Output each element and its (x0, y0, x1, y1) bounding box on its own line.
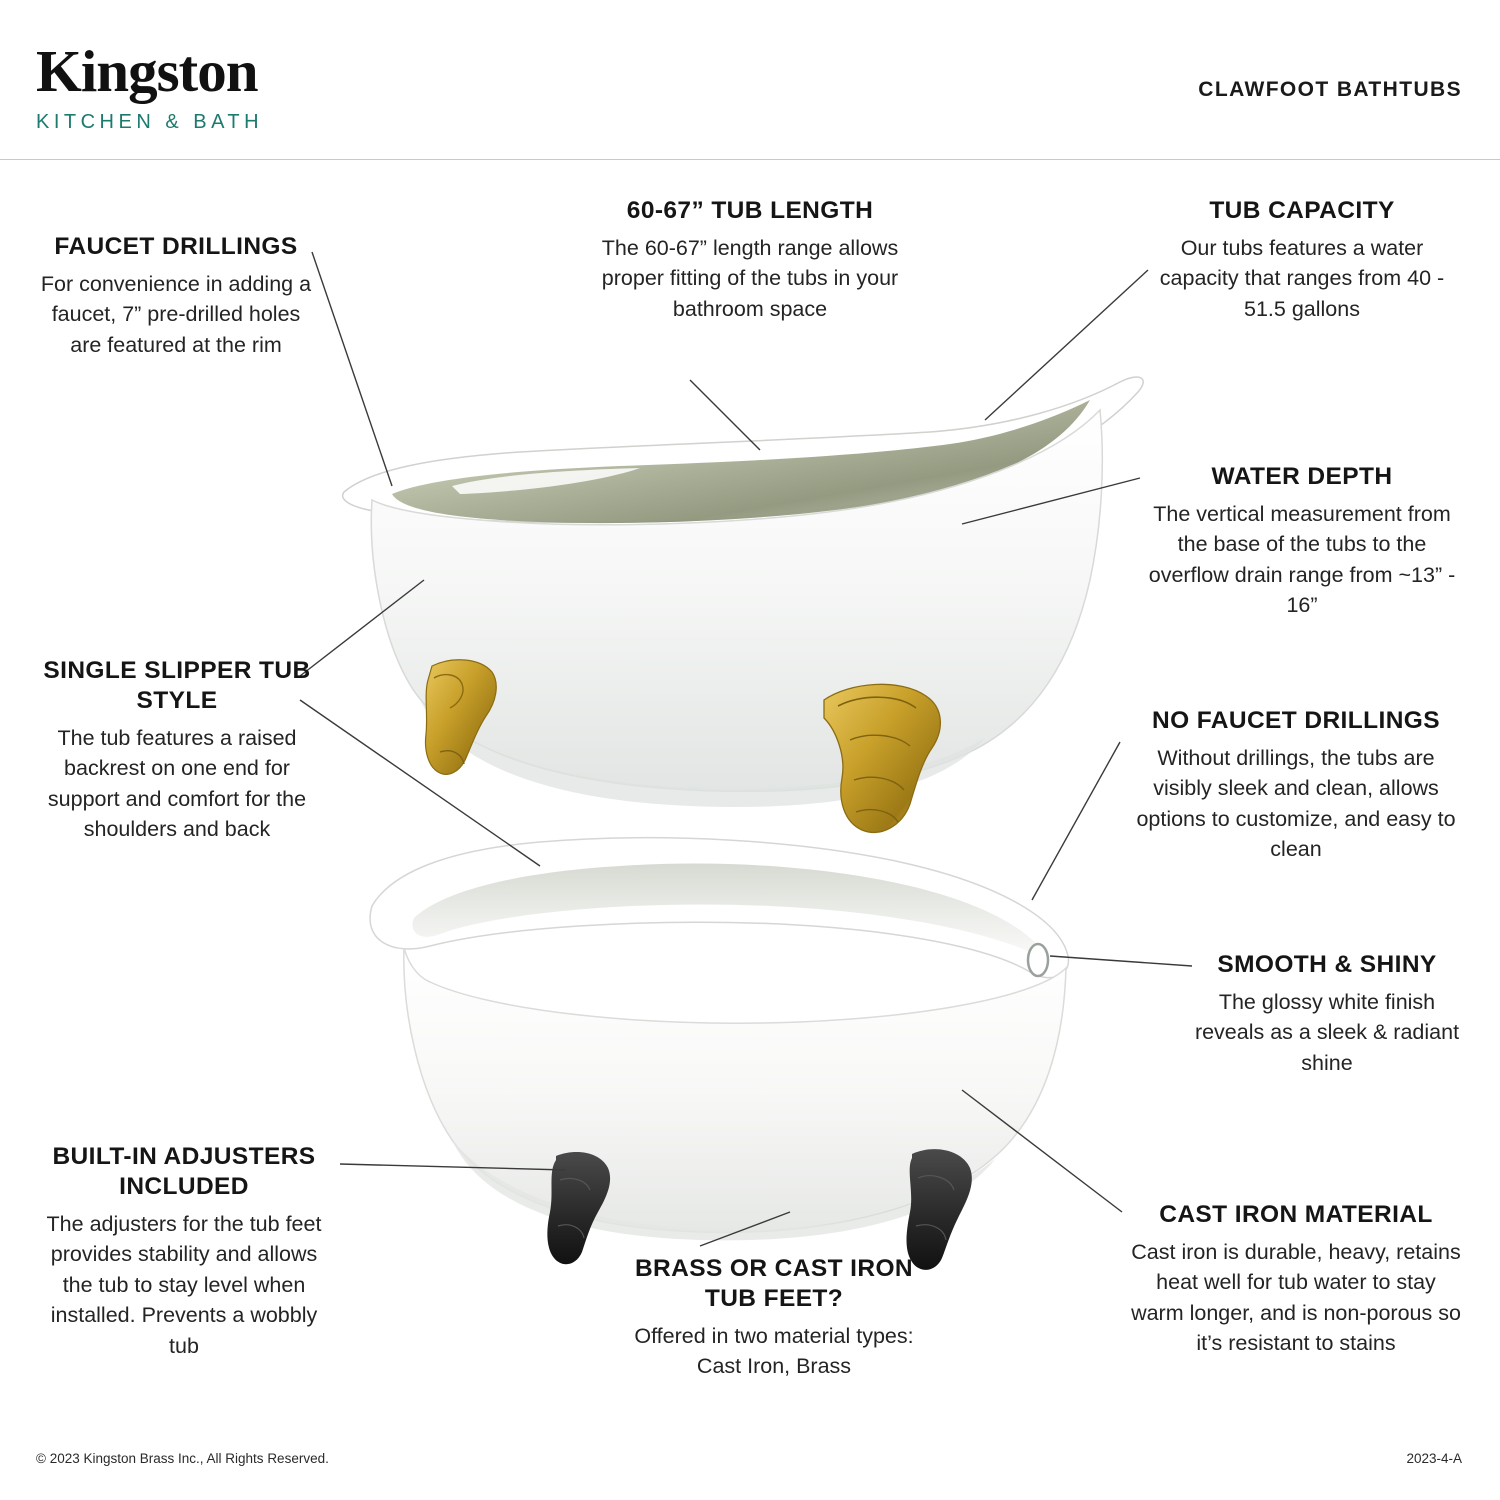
callout-built-in-adjusters (34, 1142, 334, 1361)
slipper-tub-brass-feet (343, 377, 1144, 832)
callout-body: The glossy white finish reveals as a sleek & radiant shine (1194, 989, 1460, 1075)
callout-title: WATER DEPTH (1211, 463, 1393, 490)
header-category-label: CLAWFOOT BATHTUBS (1198, 78, 1462, 101)
callout-title: CAST IRON MATERIAL (1159, 1201, 1433, 1228)
callout-body: Offered in two material types: Cast Iron, Brass (634, 1323, 914, 1379)
callout-body: Our tubs features a water capacity that ranges from 40 - 51.5 gallons (1159, 235, 1445, 321)
iron-foot-right (907, 1149, 972, 1270)
callout-no-faucet-drillings (1128, 706, 1464, 865)
slipper-tub-iron-feet (370, 838, 1068, 1270)
callout-tub-length (592, 196, 908, 324)
callout-tub-capacity (1140, 196, 1464, 324)
callout-water-depth (1140, 462, 1464, 621)
callout-smooth-shiny (1190, 950, 1464, 1078)
callout-tub-feet (624, 1254, 924, 1382)
overflow-drain-hole (1028, 944, 1048, 976)
callout-title: BRASS OR CAST IRON TUB FEET? (634, 1255, 914, 1312)
callout-body: The 60-67” length range allows proper fitting of the tubs in your bathroom space (601, 235, 899, 321)
callout-title: SINGLE SLIPPER TUB STYLE (43, 657, 311, 714)
callout-faucet-drillings (36, 232, 316, 360)
callout-title: SMOOTH & SHINY (1217, 951, 1437, 978)
footer-copyright: © 2023 Kingston Brass Inc., All Rights Reserved. (36, 1451, 329, 1466)
callout-body: Cast iron is durable, heavy, retains heat well for tub water to stay warm longer, and is non-porous so it’s resistant to stains (1131, 1239, 1461, 1356)
callout-title: NO FAUCET DRILLINGS (1152, 707, 1440, 734)
callout-title: BUILT-IN ADJUSTERS INCLUDED (52, 1143, 316, 1200)
brand-tagline: KITCHEN & BATH (36, 111, 264, 133)
callout-single-slipper (34, 656, 320, 845)
callout-title: FAUCET DRILLINGS (54, 233, 298, 260)
callout-body: The adjusters for the tub feet provides stability and allows the tub to stay level when installed. Prevents a wobbly tub (46, 1211, 322, 1358)
callout-title: TUB CAPACITY (1209, 197, 1395, 224)
callout-body: For convenience in adding a faucet, 7” pre-drilled holes are featured at the rim (40, 271, 312, 357)
callout-body: The vertical measurement from the base of the tubs to the overflow drain range from ~13” - 16” (1148, 501, 1456, 618)
callout-body: The tub features a raised backrest on one end for support and comfort for the shoulders and back (47, 725, 307, 842)
brand-name: Kingston (36, 38, 258, 104)
callout-body: Without drillings, the tubs are visibly sleek and clean, allows options to customize, and easy to clean (1136, 745, 1456, 862)
callout-cast-iron-material (1128, 1200, 1464, 1359)
footer-doc-code: 2023-4-A (1406, 1451, 1462, 1466)
callout-title: 60-67” TUB LENGTH (626, 197, 874, 224)
